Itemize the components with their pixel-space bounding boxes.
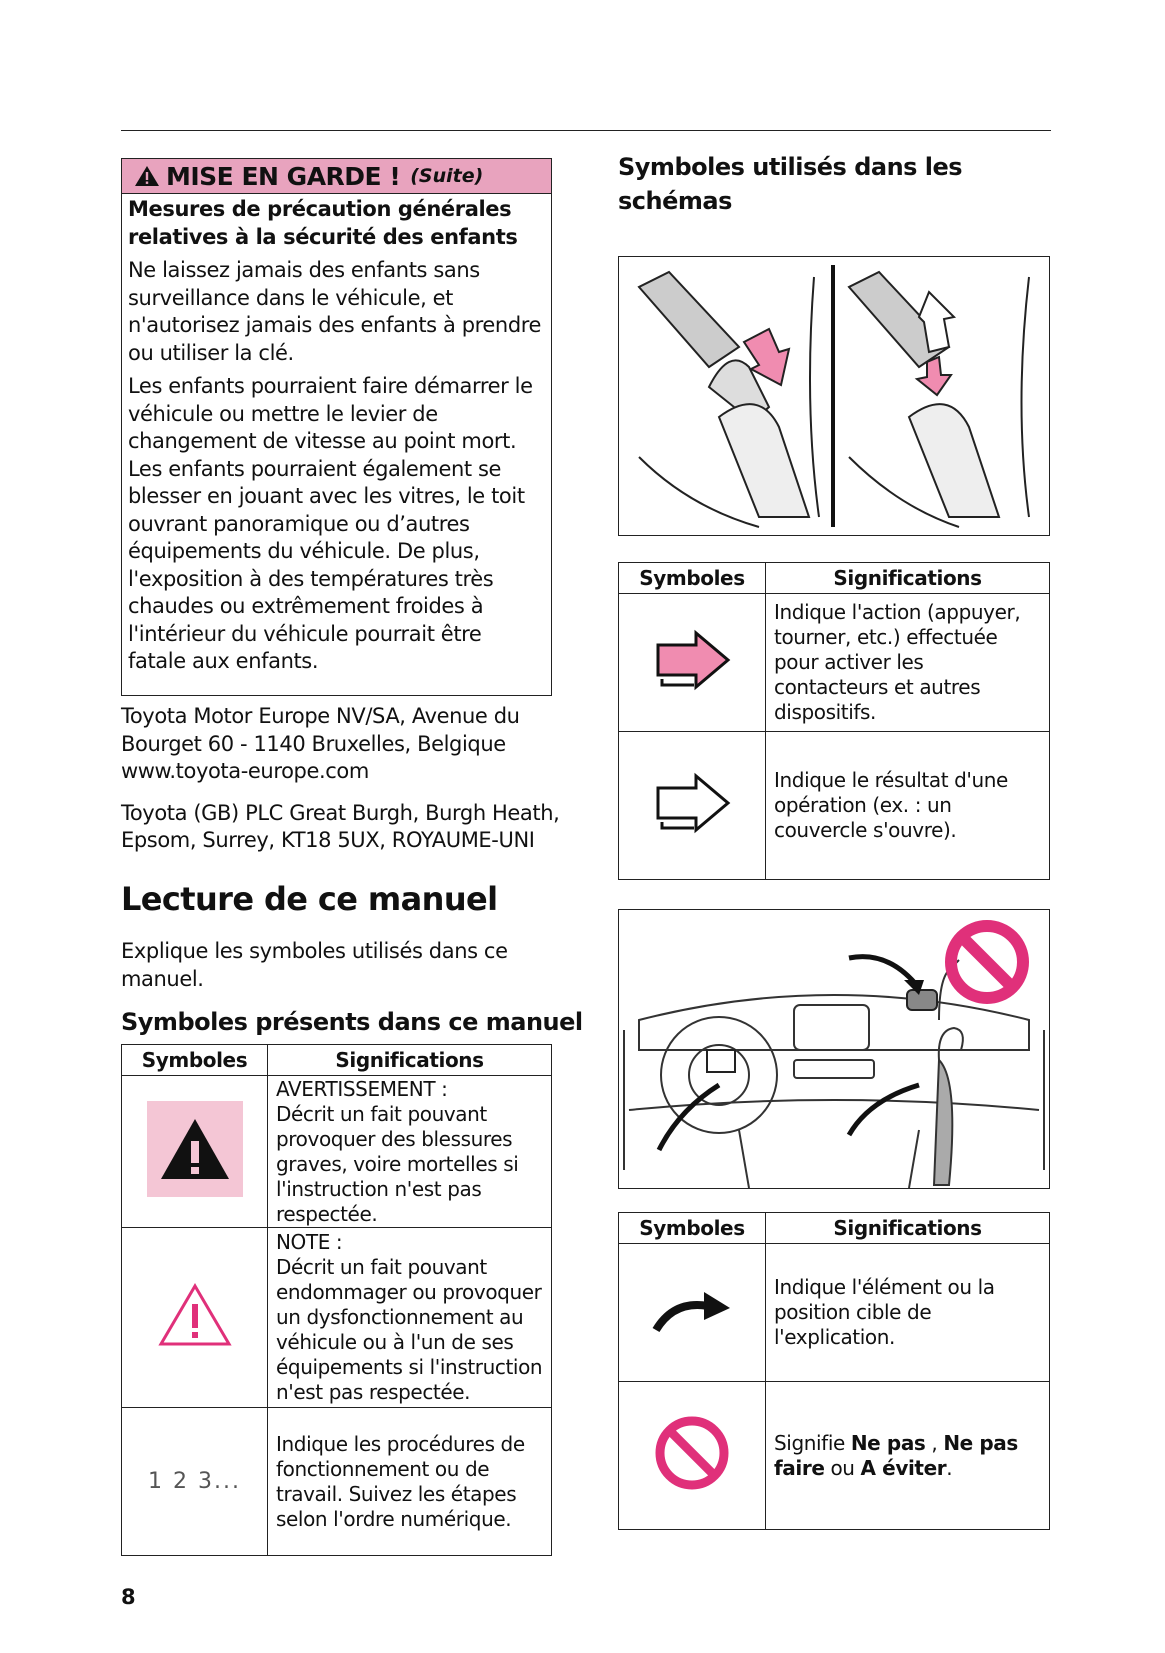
manual-symbols-table (121, 1044, 552, 1556)
row-text: Indique l'élément ou la position cible de l'explication. (774, 1275, 995, 1349)
row-text: Indique l'action (appuyer, tourner, etc.) effectuée pour activer les contacteurs et autres dispositifs. (774, 600, 1021, 724)
row-text (766, 1382, 1050, 1530)
seatbelt-illustration (618, 256, 1050, 536)
outline-arrow-icon (652, 772, 732, 834)
warning-paragraph: Ne laissez jamais des enfants sans surveillance dans le véhicule, et n'autorisez jamais des enfants à prendre ou utiliser la clé. (128, 258, 542, 365)
table-row (619, 1244, 1050, 1382)
col-meanings: Significations (766, 563, 1050, 594)
col-symbols: Symboles (619, 563, 766, 594)
page-number: 8 (121, 1585, 136, 1609)
diagram-symbols-table-2 (618, 1212, 1050, 1530)
table-row (122, 1076, 552, 1228)
curved-arrow-icon (652, 1284, 732, 1336)
warning-subtitle: Mesures de précaution générales relatives à la sécurité des enfants (128, 197, 518, 249)
seatbelt-image (619, 257, 1049, 535)
warning-filled-icon (147, 1101, 243, 1197)
text-mid2: ou (824, 1455, 861, 1480)
bold-1: Ne pas (850, 1430, 926, 1455)
table-row (122, 1228, 552, 1408)
row-text: Indique le résultat d'une opération (ex. : un couvercle s'ouvre). (774, 768, 1008, 842)
dashboard-image (619, 910, 1049, 1188)
diagrams-title: Symboles utilisés dans les schémas (618, 153, 963, 215)
col-symbols: Symboles (619, 1213, 766, 1244)
pink-arrow-icon (652, 629, 732, 691)
warning-title: MISE EN GARDE ! (166, 161, 401, 191)
warning-box (121, 158, 552, 696)
col-meanings: Significations (766, 1213, 1050, 1244)
col-symbols: Symboles (122, 1045, 268, 1076)
row-text: Indique les procédures de fonctionnement ou de travail. Suivez les étapes selon l'ordre numérique. (276, 1431, 525, 1531)
section-intro: Explique les symboles utilisés dans ce manuel. (121, 939, 508, 991)
notice-outline-icon (157, 1282, 233, 1348)
table-row (619, 1382, 1050, 1530)
dashboard-illustration (618, 909, 1050, 1189)
text-post: . (946, 1455, 953, 1480)
row-text: Décrit un fait pouvant provoquer des blessures graves, voire mortelles si l'instruction n'est pas respectée. (276, 1101, 519, 1226)
diagram-symbols-table-1 (618, 562, 1050, 880)
prohibited-icon (653, 1414, 731, 1492)
bold-2: Ne pas faire (774, 1430, 1018, 1480)
table-row (619, 594, 1050, 732)
row-label: NOTE : (276, 1230, 343, 1254)
top-rule (121, 130, 1051, 131)
table-row (122, 1408, 552, 1556)
warning-paragraph: Les enfants pourraient faire démarrer le véhicule ou mettre le levier de changement de vitesse au point mort. Les enfants pourraient également se blesser en jouant avec les vitres, le toit ouvrant panoramique ou d’autres équipements du véhicule. De plus, l'exposition à des températures très chaudes ou extrêmement froides à l'intérieur du véhicule pourrait être fatale aux enfants. (128, 374, 533, 673)
text-pre: Signifie (774, 1430, 851, 1455)
row-label: AVERTISSEMENT : (276, 1076, 448, 1101)
warning-header (122, 159, 551, 194)
warning-suffix: (Suite) (410, 165, 484, 187)
address-block (121, 703, 561, 869)
bold-3: A éviter (860, 1455, 947, 1480)
row-text: Décrit un fait pouvant endommager ou provoquer un dysfonctionnement au véhicule ou à l'un de ses équipements si l'instruction n'est pas respectée. (276, 1255, 543, 1404)
warning-icon (134, 165, 160, 187)
col-meanings: Significations (268, 1045, 552, 1076)
symbols-title: Symboles présents dans ce manuel (121, 1008, 583, 1036)
text-mid1: , (925, 1430, 944, 1455)
address-gb: Toyota (GB) PLC Great Burgh, Burgh Heath, Epsom, Surrey, KT18 5UX, ROYAUME-UNI (121, 800, 560, 852)
steps-icon: 1 2 3... (148, 1469, 241, 1494)
section-title: Lecture de ce manuel (121, 880, 498, 918)
table-row (619, 732, 1050, 880)
address-europe: Toyota Motor Europe NV/SA, Avenue du Bourget 60 - 1140 Bruxelles, Belgique www.toyota-europe.com (121, 704, 520, 783)
